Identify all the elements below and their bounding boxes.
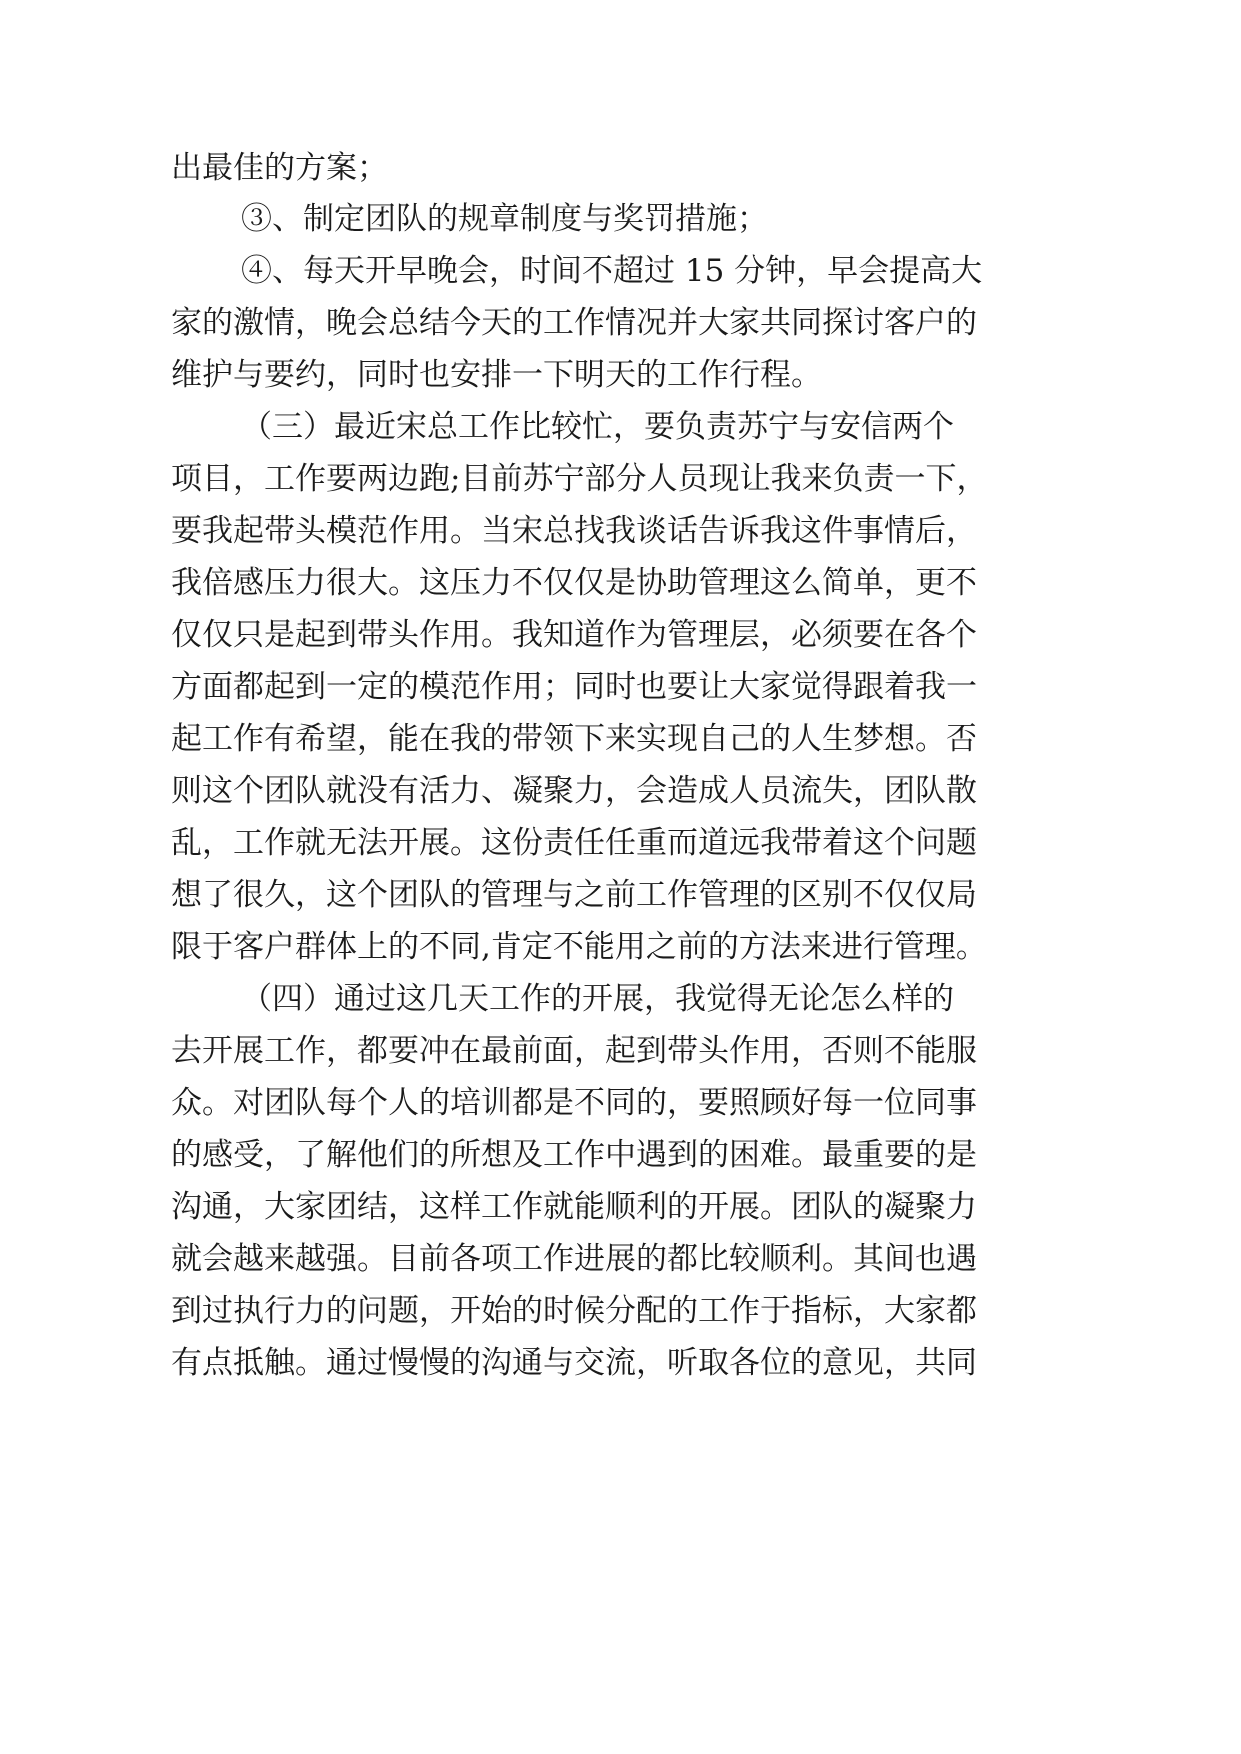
text-line-22: 就会越来越强。目前各项工作进展的都比较顺利。其间也遇 (171, 1241, 977, 1277)
text-line-9: 我倍感压力很大。这压力不仅仅是协助管理这么简单，更不 (171, 565, 977, 601)
text-line-15: 想了很久，这个团队的管理与之前工作管理的区别不仅仅局 (171, 877, 977, 913)
text-line-12: 起工作有希望，能在我的带领下来实现自己的人生梦想。否 (171, 721, 977, 757)
text-line-21: 沟通，大家团结，这样工作就能顺利的开展。团队的凝聚力 (171, 1189, 977, 1225)
text-line-2: ③、制定团队的规章制度与奖罚措施； (241, 201, 768, 237)
text-line-14: 乱，工作就无法开展。这份责任任重而道远我带着这个问题 (171, 825, 977, 861)
text-line-1: 出最佳的方案； (171, 150, 388, 186)
text-line-11: 方面都起到一定的模范作用；同时也要让大家觉得跟着我一 (171, 669, 977, 705)
text-line-4: 家的激情，晚会总结今天的工作情况并大家共同探讨客户的 (171, 305, 977, 341)
text-line-19: 众。对团队每个人的培训都是不同的，要照顾好每一位同事 (171, 1085, 977, 1121)
text-line-5: 维护与要约，同时也安排一下明天的工作行程。 (171, 357, 822, 393)
text-line-3: ④、每天开早晚会，时间不超过 15 分钟，早会提高大 (241, 253, 983, 289)
text-line-6: （三）最近宋总工作比较忙，要负责苏宁与安信两个 (241, 409, 954, 445)
text-line-20: 的感受，了解他们的所想及工作中遇到的困难。最重要的是 (171, 1137, 977, 1173)
text-line-10: 仅仅只是起到带头作用。我知道作为管理层，必须要在各个 (171, 617, 977, 653)
text-line-18: 去开展工作，都要冲在最前面，起到带头作用，否则不能服 (171, 1033, 977, 1069)
text-line-7: 项目，工作要两边跑;目前苏宁部分人员现让我来负责一下， (171, 461, 988, 497)
text-line-13: 则这个团队就没有活力、凝聚力，会造成人员流失，团队散 (171, 773, 977, 809)
text-line-8: 要我起带头模范作用。当宋总找我谈话告诉我这件事情后， (171, 513, 977, 549)
text-line-16: 限于客户群体上的不同,肯定不能用之前的方法来进行管理。 (171, 929, 987, 965)
text-line-24: 有点抵触。通过慢慢的沟通与交流，听取各位的意见，共同 (171, 1345, 977, 1381)
text-line-17: （四）通过这几天工作的开展，我觉得无论怎么样的 (241, 981, 954, 1017)
text-line-23: 到过执行力的问题，开始的时候分配的工作于指标，大家都 (171, 1293, 977, 1329)
